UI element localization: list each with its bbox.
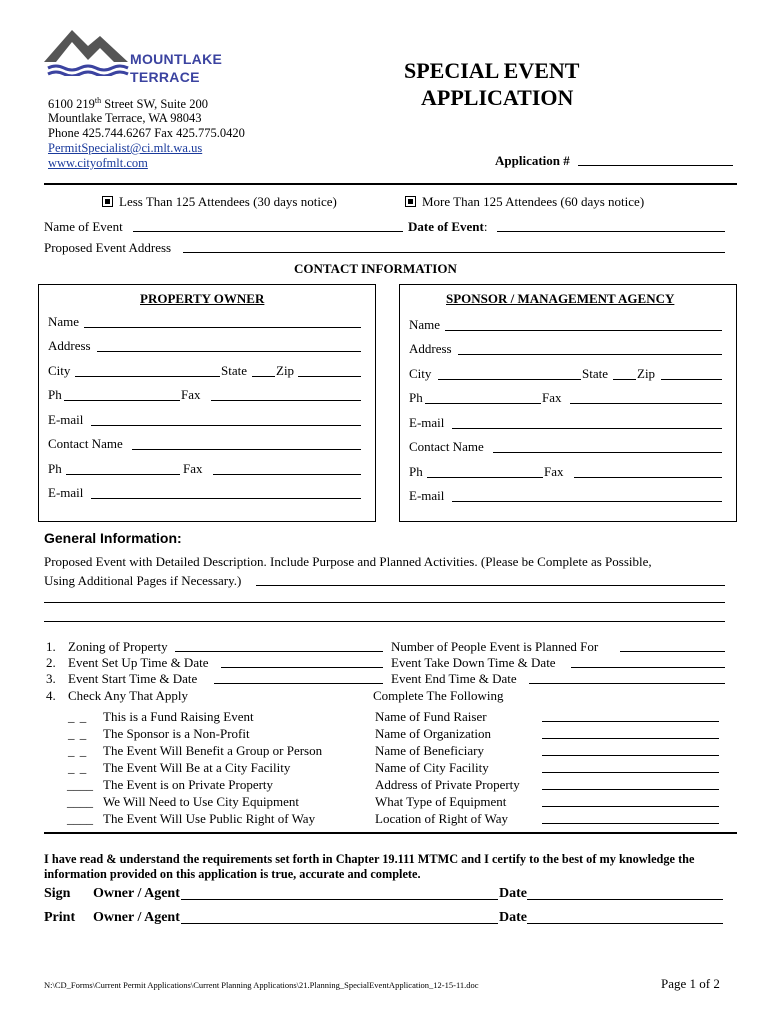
check-any-that-apply-label: Check Any That Apply [68,688,189,703]
certification-text-line1: I have read & understand the requirements set forth in Chapter 19.111 MTMC and I certify to the best of my knowledge the [44,852,695,866]
check-mark-city-facility[interactable]: _ _ [68,760,88,775]
city-facility-name-field[interactable] [542,772,719,773]
check-fund-raising-text: This is a Fund Raising Event [103,709,254,724]
check-mark-benefit[interactable]: _ _ [68,743,88,758]
owner-address-field[interactable] [97,351,361,352]
owner-contact-fax-field[interactable] [213,474,361,475]
beneficiary-name-label: Name of Beneficiary [375,743,485,758]
sponsor-contact-fax-label: Fax [544,464,564,479]
equipment-type-field[interactable] [542,806,719,807]
general-description-line1: Proposed Event with Detailed Description. Include Purpose and Planned Activities. (Please be Complete as Possible, [44,554,652,569]
owner-address-label: Address [48,338,91,353]
sponsor-contact-name-row[interactable] [409,439,729,455]
check-benefit-text: The Event Will Benefit a Group or Person [103,743,323,758]
start-time-field[interactable] [214,683,383,684]
sponsor-name-label: Name [409,317,441,332]
certification-text-line2: information provided on this application is true, accurate and complete. [44,867,421,881]
sponsor-phone-row[interactable] [409,390,729,406]
sponsor-contact-fax-field[interactable] [574,477,722,478]
end-time-field[interactable] [529,683,725,684]
event-name-field[interactable] [133,231,403,232]
owner-contact-ph-label: Ph [48,461,62,476]
print-owner-agent-label: Owner / Agent [93,910,180,925]
event-address-field[interactable] [183,252,725,253]
sponsor-ph-field[interactable] [425,403,541,404]
general-description-line2: Using Additional Pages if Necessary.) [44,573,242,588]
check-mark-non-profit[interactable]: _ _ [68,726,88,741]
sponsor-ph-label: Ph [409,390,423,405]
owner-ph-label: Ph [48,387,62,402]
page-number: Page 1 of 2 [661,976,720,991]
item-2-number: 2. [46,655,56,670]
event-date-label: Date of Event: [408,219,488,234]
owner-state-field[interactable] [252,376,275,377]
print-date-label: Date [499,910,527,925]
number-of-people-field[interactable] [620,651,725,652]
fund-raiser-name-label: Name of Fund Raiser [375,709,487,724]
owner-contact-name-field[interactable] [132,449,361,450]
sponsor-contact-ph-label: Ph [409,464,423,479]
city-logo [44,28,244,88]
right-of-way-location-field[interactable] [542,823,719,824]
zoning-of-property-field[interactable] [175,651,383,652]
description-field-line1[interactable] [256,585,725,586]
event-name-label: Name of Event [44,219,123,234]
event-address-label: Proposed Event Address [44,240,172,255]
owner-contact-ph-field[interactable] [66,474,180,475]
check-non-profit-text: The Sponsor is a Non-Profit [103,726,250,741]
setup-time-label: Event Set Up Time & Date [68,655,209,670]
beneficiary-name-field[interactable] [542,755,719,756]
footer-file-path: N:\CD_Forms\Current Permit Applications\Current Planning Applications\21.Planning_SpecialEventApplication_12-15-11.doc [44,980,479,990]
certification-divider [44,832,737,834]
setup-time-field[interactable] [221,667,383,668]
equipment-type-label: What Type of Equipment [375,794,507,809]
sign-date-field[interactable] [527,899,723,900]
owner-email-row[interactable] [48,412,368,428]
organization-name-label: Name of Organization [375,726,491,741]
sponsor-state-label: State [582,366,608,381]
zoning-of-property-label: Zoning of Property [68,639,168,654]
checkbox-icon[interactable] [102,196,113,207]
print-owner-agent-field[interactable] [181,923,498,924]
sign-label: Sign [44,886,71,901]
org-email-link[interactable]: PermitSpecialist@ci.mlt.wa.us [48,141,203,155]
takedown-time-field[interactable] [571,667,725,668]
sponsor-fax-field[interactable] [570,403,722,404]
owner-name-row[interactable] [48,314,368,330]
sponsor-contact-name-label: Contact Name [409,439,484,454]
sponsor-heading: SPONSOR / MANAGEMENT AGENCY [446,291,675,306]
city-facility-name-label: Name of City Facility [375,760,489,775]
form-title-line2: APPLICATION [421,85,574,110]
item-3-number: 3. [46,671,56,686]
org-street-address: 6100 219th Street SW, Suite 200 [48,96,208,112]
sponsor-address-field[interactable] [458,354,722,355]
sponsor-contact-name-field[interactable] [493,452,722,453]
end-time-label: Event End Time & Date [391,671,517,686]
sign-owner-agent-label: Owner / Agent [93,886,180,901]
owner-phone-row[interactable] [48,387,368,403]
item-1-number: 1. [46,639,56,654]
owner-city-row[interactable] [48,363,368,379]
description-field-line3[interactable] [44,621,725,622]
sponsor-contact-email-field[interactable] [452,501,722,502]
owner-contact-name-label: Contact Name [48,436,123,451]
contact-information-heading: CONTACT INFORMATION [294,261,457,276]
item-4-number: 4. [46,688,56,703]
sponsor-email-label: E-mail [409,415,445,430]
check-private-property-text: The Event is on Private Property [103,777,274,792]
form-title-line1: SPECIAL EVENT [404,58,580,83]
check-right-of-way-text: The Event Will Use Public Right of Way [103,811,316,826]
sign-owner-agent-field[interactable] [181,899,498,900]
logo-text-terrace: TERRACE [130,69,200,85]
owner-contact-name-row[interactable] [48,436,368,452]
sponsor-city-field[interactable] [438,379,581,380]
sponsor-contact-email-label: E-mail [409,488,445,503]
description-field-line2[interactable] [44,602,725,603]
owner-address-row[interactable] [48,338,368,354]
checkbox-icon[interactable] [405,196,416,207]
check-city-equipment-text: We Will Need to Use City Equipment [103,794,300,809]
application-number-field[interactable] [578,165,733,166]
owner-state-label: State [221,363,247,378]
owner-fax-field[interactable] [211,400,361,401]
check-mark-private-property[interactable]: ____ [67,777,93,792]
attendees-option-under-125[interactable]: Less Than 125 Attendees (30 days notice) [102,194,337,210]
owner-ph-field[interactable] [64,400,180,401]
owner-contact-email-field[interactable] [91,498,361,499]
owner-city-field[interactable] [75,376,220,377]
owner-email-label: E-mail [48,412,84,427]
check-mark-right-of-way[interactable]: ____ [67,811,93,826]
application-number-label: Application # [495,153,570,168]
sponsor-contact-email-row[interactable] [409,488,729,504]
attendees-option-over-125[interactable]: More Than 125 Attendees (60 days notice) [405,194,644,210]
owner-contact-phone-row[interactable] [48,461,368,477]
owner-city-label: City [48,363,71,378]
check-mark-city-equipment[interactable]: ____ [67,794,93,809]
sponsor-name-field[interactable] [445,330,722,331]
sponsor-box [399,284,737,522]
general-information-heading: General Information: [44,530,182,546]
sponsor-name-row[interactable] [409,317,729,333]
sponsor-address-row[interactable] [409,341,729,357]
owner-zip-label: Zip [276,363,295,378]
private-property-address-label: Address of Private Property [375,777,520,792]
sponsor-contact-ph-field[interactable] [427,477,543,478]
sponsor-city-label: City [409,366,432,381]
sponsor-address-label: Address [409,341,452,356]
event-date-field[interactable] [497,231,725,232]
header-divider [44,183,737,185]
owner-name-label: Name [48,314,80,329]
private-property-address-field[interactable] [542,789,719,790]
owner-contact-email-row[interactable] [48,485,368,501]
print-label: Print [44,910,76,925]
org-phone-line: Phone 425.744.6267 Fax 425.775.0420 [48,126,245,140]
check-city-facility-text: The Event Will Be at a City Facility [103,760,291,775]
sponsor-fax-label: Fax [542,390,562,405]
property-owner-heading: PROPERTY OWNER [140,291,265,306]
print-date-field[interactable] [527,923,723,924]
sponsor-contact-phone-row[interactable] [409,464,729,480]
org-city-line: Mountlake Terrace, WA 98043 [48,111,202,125]
check-mark-fund-raising[interactable]: _ _ [68,709,88,724]
property-owner-box [38,284,376,522]
mountain-logo-icon [44,28,130,76]
owner-email-field[interactable] [91,425,361,426]
org-website-link[interactable]: www.cityofmlt.com [48,156,148,170]
takedown-time-label: Event Take Down Time & Date [391,655,556,670]
sponsor-state-field[interactable] [613,379,636,380]
sponsor-city-row[interactable] [409,366,729,382]
owner-contact-fax-label: Fax [183,461,203,476]
complete-the-following-label: Complete The Following [373,688,504,703]
start-time-label: Event Start Time & Date [68,671,198,686]
fund-raiser-name-field[interactable] [542,721,719,722]
owner-zip-field[interactable] [298,376,361,377]
sponsor-zip-label: Zip [637,366,656,381]
right-of-way-location-label: Location of Right of Way [375,811,509,826]
owner-contact-email-label: E-mail [48,485,84,500]
sign-date-label: Date [499,886,527,901]
sponsor-email-row[interactable] [409,415,729,431]
sponsor-email-field[interactable] [452,428,722,429]
number-of-people-label: Number of People Event is Planned For [391,639,599,654]
owner-fax-label: Fax [181,387,201,402]
sponsor-zip-field[interactable] [661,379,722,380]
owner-name-field[interactable] [84,327,361,328]
logo-text-mountlake: MOUNTLAKE [130,51,223,67]
organization-name-field[interactable] [542,738,719,739]
